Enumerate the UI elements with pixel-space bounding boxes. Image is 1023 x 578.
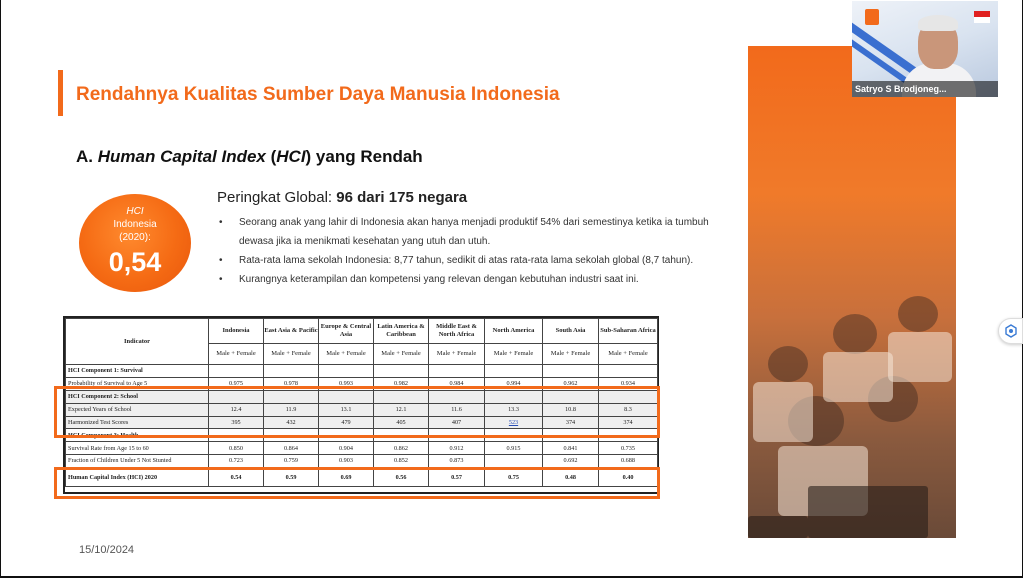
indicator-cell: HCI Component 1: Survival: [66, 365, 209, 378]
value-cell: 407: [429, 416, 485, 429]
value-cell: 11.9: [264, 403, 319, 416]
participant-video-tile[interactable]: [852, 1, 998, 97]
rank-label: Peringkat Global:: [217, 189, 337, 206]
value-cell: [209, 365, 264, 378]
value-cell: 0.864: [264, 442, 319, 455]
table-row: [66, 455, 658, 468]
bullet-item: • Seorang anak yang lahir di Indonesia akan hanya menjadi produktif 54% dari semestinya ketika ia tumbuh dewasa jika ia menikmati kesehatan yang utuh dan utuh.: [217, 213, 737, 251]
value-cell: 0.984: [429, 377, 485, 390]
value-cell: 479: [319, 416, 374, 429]
bullet-item: • Rata-rata lama sekolah Indonesia: 8,77 tahun, sedikit di atas rata-rata lama sekolah global (8,7 tahun).: [217, 251, 737, 270]
value-cell: 0.982: [374, 377, 429, 390]
subheader: Male + Female: [264, 344, 319, 365]
value-cell: 10.8: [543, 403, 599, 416]
indicator-cell: Survival Rate from Age 15 to 60: [66, 442, 209, 455]
section-suffix: ) yang Rendah: [305, 147, 423, 166]
value-cell: 374: [543, 416, 599, 429]
slide-date: 15/10/2024: [79, 544, 135, 556]
title-accent-bar: [58, 70, 63, 116]
value-cell: 0.852: [374, 455, 429, 468]
column-header: Indonesia: [209, 319, 264, 344]
badge-line-1: HCI: [126, 206, 144, 217]
total-value-cell: 0.69: [319, 468, 374, 487]
total-value-cell: 0.56: [374, 468, 429, 487]
value-cell: 0.978: [264, 377, 319, 390]
total-value-cell: 0.54: [209, 468, 264, 487]
value-cell: 432: [264, 416, 319, 429]
highlight-hci-total: [54, 467, 660, 499]
value-cell: 13.1: [319, 403, 374, 416]
subheader: Male + Female: [485, 344, 543, 365]
value-cell: 0.912: [429, 442, 485, 455]
global-rank: [217, 189, 467, 206]
indicator-cell: Probability of Survival to Age 5: [66, 377, 209, 390]
value-cell: 0.993: [319, 377, 374, 390]
subheader: Male + Female: [543, 344, 599, 365]
value-cell: 405: [374, 416, 429, 429]
value-cell: [543, 365, 599, 378]
indicator-cell: HCI Component 3: Health: [66, 429, 209, 442]
indicator-cell: HCI Component 2: School: [66, 390, 209, 403]
value-cell: 0.915: [485, 442, 543, 455]
value-cell: 0.692: [543, 455, 599, 468]
subheader: Male + Female: [209, 344, 264, 365]
badge-value: 0,54: [108, 247, 162, 277]
column-header: Latin America & Caribbean: [374, 319, 429, 344]
value-cell: [264, 365, 319, 378]
classroom-photo: [748, 46, 956, 538]
section-prefix: A.: [76, 147, 98, 166]
value-cell: 0.903: [319, 455, 374, 468]
value-cell: 0.904: [319, 442, 374, 455]
institution-logo-icon: [865, 9, 879, 25]
column-header: North America: [485, 319, 543, 344]
value-cell: 0.841: [543, 442, 599, 455]
apps-button[interactable]: [998, 318, 1023, 344]
value-cell: 0.994: [485, 377, 543, 390]
value-cell: 12.4: [209, 403, 264, 416]
participant-name: Satryo S Brodjoneg...: [852, 81, 998, 97]
value-cell: 395: [209, 416, 264, 429]
value-cell: 0.723: [209, 455, 264, 468]
value-cell: 0.873: [429, 455, 485, 468]
value-link[interactable]: 523: [508, 419, 519, 426]
section-italic: Human Capital Index: [97, 147, 266, 166]
slide-title: Rendahnya Kualitas Sumber Daya Manusia Indonesia: [76, 84, 560, 105]
value-cell: 0.934: [599, 377, 658, 390]
value-cell: 12.1: [374, 403, 429, 416]
value-cell: 8.3: [599, 403, 658, 416]
rank-value: 96 dari 175 negara: [336, 189, 468, 206]
subheader: Male + Female: [374, 344, 429, 365]
badge-line-3: (2020):: [119, 232, 151, 243]
table-section-row: [66, 365, 658, 378]
value-cell: 0.962: [543, 377, 599, 390]
value-cell: [485, 365, 543, 378]
highlight-school-component: [54, 386, 660, 438]
value-cell: [374, 365, 429, 378]
indicator-cell: Harmonized Test Scores: [66, 416, 209, 429]
table-row: [66, 442, 658, 455]
value-cell: [319, 365, 374, 378]
value-cell: [485, 455, 543, 468]
subheader: Male + Female: [599, 344, 658, 365]
value-cell: 0.975: [209, 377, 264, 390]
value-cell: 0.735: [599, 442, 658, 455]
value-cell: [429, 365, 485, 378]
total-value-cell: 0.48: [543, 468, 599, 487]
column-header: South Asia: [543, 319, 599, 344]
indicator-cell: Fraction of Children Under 5 Not Stunted: [66, 455, 209, 468]
value-cell: 0.688: [599, 455, 658, 468]
value-cell: 0.850: [209, 442, 264, 455]
section-title: [76, 147, 423, 167]
column-header: Europe & Central Asia: [319, 319, 374, 344]
total-value-cell: 0.59: [264, 468, 319, 487]
subheader: Male + Female: [429, 344, 485, 365]
column-header: Middle East & North Africa: [429, 319, 485, 344]
badge-line-2: Indonesia: [113, 219, 157, 230]
bullet-item: • Kurangnya keterampilan dan kompetensi yang relevan dengan kebutuhan industri saat ini.: [217, 270, 737, 289]
total-value-cell: 0.57: [429, 468, 485, 487]
value-cell: 0.759: [264, 455, 319, 468]
value-cell: 374: [599, 416, 658, 429]
value-cell: 0.862: [374, 442, 429, 455]
section-mid: (: [265, 147, 277, 166]
bullet-list: [217, 213, 737, 289]
apps-icon: [1004, 324, 1018, 338]
column-header: Sub-Saharan Africa: [599, 319, 658, 344]
total-label: Human Capital Index (HCI) 2020: [66, 468, 209, 487]
column-header: East Asia & Pacific: [264, 319, 319, 344]
hci-indonesia-badge: [79, 194, 191, 292]
indicator-cell: Expected Years of School: [66, 403, 209, 416]
indicator-header: Indicator: [66, 319, 209, 365]
total-value-cell: 0.40: [599, 468, 658, 487]
section-italic-abbrev: HCI: [276, 147, 306, 166]
value-cell: 11.6: [429, 403, 485, 416]
value-cell: 13.3: [485, 403, 543, 416]
value-cell: [599, 365, 658, 378]
total-value-cell: 0.75: [485, 468, 543, 487]
subheader: Male + Female: [319, 344, 374, 365]
